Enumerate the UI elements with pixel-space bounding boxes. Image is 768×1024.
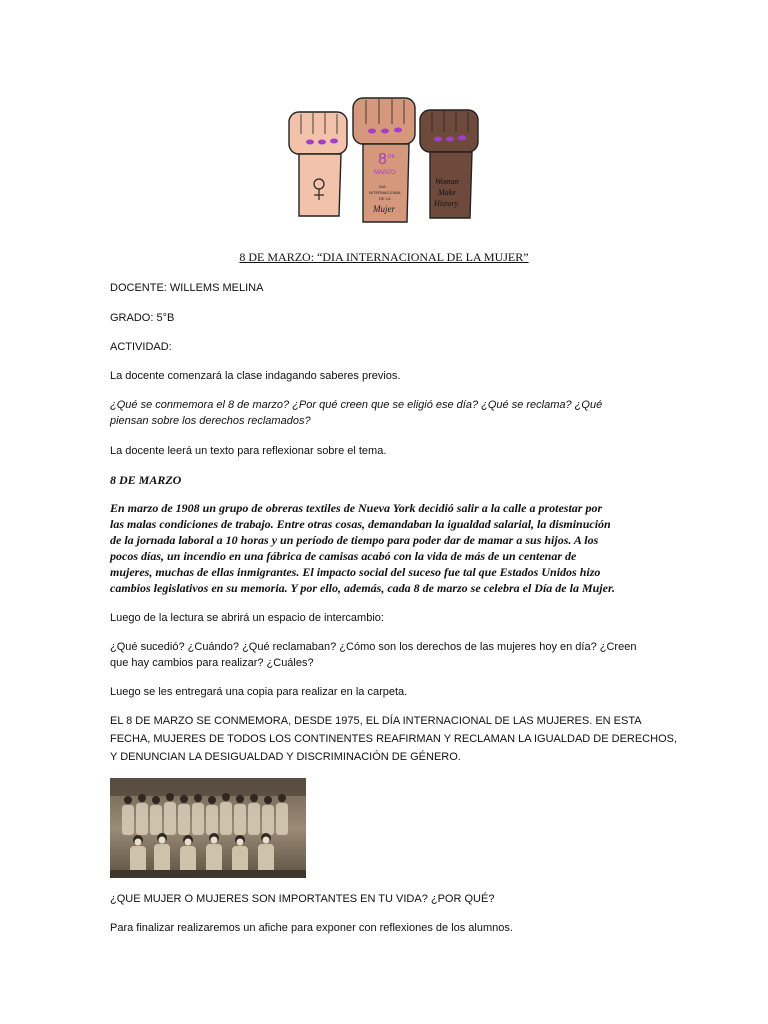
question-mujeres-importantes: ¿QUE MUJER O MUJERES SON IMPORTANTES EN TU VIDA? ¿POR QUÉ? <box>110 893 495 905</box>
fist-text-de-la: DE LA <box>379 196 391 201</box>
caps-line: EL 8 DE MARZO SE CONMEMORA, DESDE 1975, EL DÍA INTERNACIONAL DE LAS MUJERES. EN ESTA <box>110 715 642 727</box>
caps-line: Y DENUNCIAN LA DESIGUALDAD Y DISCRIMINACIÓN DE GÉNERO. <box>110 751 461 763</box>
fist-text-8: 8 <box>378 151 387 168</box>
fist-text-history: History <box>434 199 458 208</box>
raised-fist-medium-icon <box>353 98 415 222</box>
fist-text-make: Make <box>438 188 456 197</box>
questions-intercambio-line-1: ¿Qué sucedió? ¿Cuándo? ¿Qué reclamaban? ¿Cómo son los derechos de las mujeres hoy en día? ¿Creen <box>110 641 637 653</box>
fist-text-dia: DIA <box>379 184 386 189</box>
actividad-heading: ACTIVIDAD: <box>110 341 172 353</box>
fist-text-mujer: Mujer <box>373 204 395 214</box>
reading-line: las malas condiciones de trabajo. Entre otras cosas, demandaban la igualdad salarial, la disminución <box>110 517 611 531</box>
raised-fist-dark-icon <box>420 110 478 218</box>
questions-previos-line-1: ¿Qué se conmemora el 8 de marzo? ¿Por qué creen que se eligió ese día? ¿Qué se reclama? ¿Qué <box>110 399 603 411</box>
fist-text-de: DE <box>388 154 395 160</box>
fists-illustration <box>283 94 483 224</box>
docente-line: DOCENTE: WILLEMS MELINA <box>110 282 264 294</box>
reading-line: cambios legislativos en su memoria. Y por ello, además, cada 8 de marzo se celebra el Día de la Mujer. <box>110 581 615 595</box>
raised-fist-light-icon <box>289 112 347 216</box>
reading-line: En marzo de 1908 un grupo de obreras textiles de Nueva York decidió salir a la calle a protestar por <box>110 501 603 515</box>
intro-paragraph: La docente comenzará la clase indagando saberes previos. <box>110 370 401 382</box>
lectura-paragraph: La docente leerá un texto para reflexionar sobre el tema. <box>110 445 387 457</box>
questions-intercambio-line-2: que hay cambios para realizar? ¿Cuáles? <box>110 657 314 669</box>
fist-text-marzo: MARZO <box>374 170 396 176</box>
grado-line: GRADO: 5°B <box>110 312 175 324</box>
questions-previos-line-2: piensan sobre los derechos reclamados? <box>110 415 311 427</box>
page-title: 8 DE MARZO: “DIA INTERNACIONAL DE LA MUJER” <box>239 250 529 264</box>
reading-line: mujeres, muchas de ellas inmigrantes. El impacto social del suceso fue tal que Estados Unidos hizo <box>110 565 601 579</box>
historic-women-workers-photo <box>110 778 306 878</box>
copia-paragraph: Luego se les entregará una copia para realizar en la carpeta. <box>110 686 408 698</box>
reading-title: 8 DE MARZO <box>110 473 182 487</box>
final-paragraph: Para finalizar realizaremos un afiche para exponer con reflexiones de los alumnos. <box>110 922 513 934</box>
caps-line: FECHA, MUJERES DE TODOS LOS CONTINENTES REAFIRMAN Y RECLAMAN LA IGUALDAD DE DERECHOS, <box>110 733 678 745</box>
fist-text-internacional: INTERNACIONAL <box>369 190 402 195</box>
reading-line: pocos días, un incendio en una fábrica de camisas acabó con la vida de más de un centenar de <box>110 549 577 563</box>
intercambio-paragraph: Luego de la lectura se abrirá un espacio de intercambio: <box>110 612 384 624</box>
reading-line: de la jornada laboral a 10 horas y un período de tiempo para poder dar de mamar a sus hijos. A los <box>110 533 599 547</box>
fist-text-woman: Woman <box>435 177 459 186</box>
